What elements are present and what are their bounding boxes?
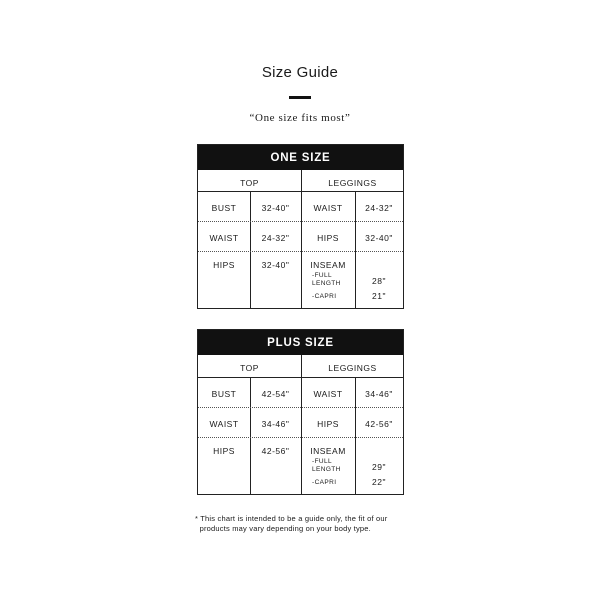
row-label: WAIST (209, 419, 239, 429)
row-label: BUST (211, 389, 237, 399)
divider (198, 437, 403, 438)
capri-value: 21" (372, 291, 386, 301)
leggings-header: LEGGINGS (328, 178, 377, 188)
row-value: 42-56" (365, 419, 393, 429)
full-length-label: -FULL LENGTH (312, 458, 341, 473)
top-header: TOP (240, 363, 259, 373)
row-value: 42-54" (261, 389, 290, 399)
inseam-label: INSEAM (310, 446, 346, 456)
table-heading: PLUS SIZE (198, 330, 403, 355)
divider (198, 251, 403, 252)
full-length-value: 29" (372, 462, 386, 472)
divider (198, 407, 403, 408)
row-label: BUST (211, 203, 237, 213)
row-label: HIPS (317, 233, 339, 243)
row-value: 24-32" (261, 233, 290, 243)
row-value: 34-46" (261, 419, 290, 429)
row-label: HIPS (213, 446, 235, 456)
one-size-table (197, 144, 404, 309)
row-label: WAIST (209, 233, 239, 243)
table-heading: ONE SIZE (198, 145, 403, 170)
divider (198, 221, 403, 222)
row-value: 24-32" (365, 203, 393, 213)
capri-label: -CAPRI (312, 293, 337, 300)
full-length-value: 28" (372, 276, 386, 286)
row-label: HIPS (317, 419, 339, 429)
title-underline (289, 96, 311, 99)
capri-value: 22" (372, 477, 386, 487)
row-value: 34-46" (365, 389, 393, 399)
plus-size-table (197, 329, 404, 495)
subtitle: “One size fits most” (249, 112, 351, 124)
row-label: WAIST (313, 389, 343, 399)
full-length-label: -FULL LENGTH (312, 272, 341, 287)
row-value: 32-40" (365, 233, 393, 243)
top-header: TOP (240, 178, 259, 188)
row-value: 32-40" (261, 260, 290, 270)
row-value: 42-56" (261, 446, 290, 456)
row-label: HIPS (213, 260, 235, 270)
inseam-label: INSEAM (310, 260, 346, 270)
row-label: WAIST (313, 203, 343, 213)
leggings-header: LEGGINGS (328, 363, 377, 373)
capri-label: -CAPRI (312, 479, 337, 486)
footnote: * This chart is intended to be a guide only, the fit of our products may vary depending on your body type. (195, 514, 388, 533)
page-title: Size Guide (261, 64, 339, 81)
row-value: 32-40" (261, 203, 290, 213)
